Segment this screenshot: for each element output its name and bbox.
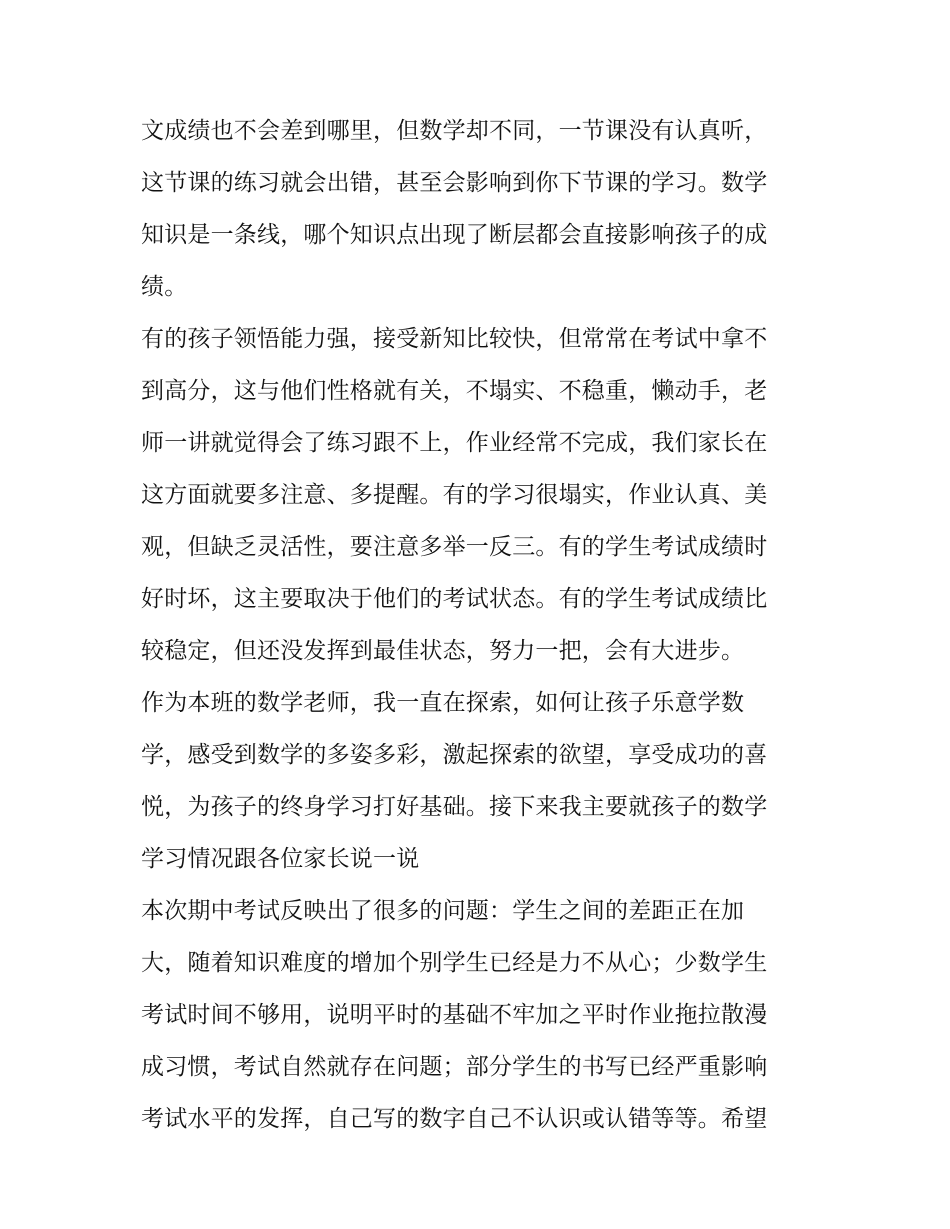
text-line: 知识是一条线，哪个知识点出现了断层都会直接影响孩子的成 xyxy=(141,222,768,248)
text-line: 较稳定，但还没发挥到最佳状态，努力一把，会有大进步。 xyxy=(141,638,745,664)
text-line: 考试水平的发挥，自己写的数字自己不认识或认错等等。希望 xyxy=(141,1106,768,1132)
text-line: 成习惯，考试自然就存在问题；部分学生的书写已经严重影响 xyxy=(141,1054,768,1080)
text-line: 这节课的练习就会出错，甚至会影响到你下节课的学习。数学 xyxy=(141,170,768,196)
text-line: 有的孩子领悟能力强，接受新知比较快，但常常在考试中拿不 xyxy=(141,326,768,352)
text-line: 文成绩也不会差到哪里，但数学却不同，一节课没有认真听， xyxy=(141,118,768,144)
body-text xyxy=(141,105,821,1145)
text-line: 绩。 xyxy=(141,274,188,300)
text-line: 好时坏，这主要取决于他们的考试状态。有的学生考试成绩比 xyxy=(141,586,768,612)
text-line: 考试时间不够用，说明平时的基础不牢加之平时作业拖拉散漫 xyxy=(141,1002,768,1028)
text-line: 悦，为孩子的终身学习打好基础。接下来我主要就孩子的数学 xyxy=(141,794,768,820)
text-line: 本次期中考试反映出了很多的问题：学生之间的差距正在加 xyxy=(141,898,745,924)
text-line: 师一讲就觉得会了练习跟不上，作业经常不完成，我们家长在 xyxy=(141,430,768,456)
text-line: 到高分，这与他们性格就有关，不塌实、不稳重，懒动手，老 xyxy=(141,378,768,404)
text-line: 学习情况跟各位家长说一说 xyxy=(141,846,420,872)
text-line: 观，但缺乏灵活性，要注意多举一反三。有的学生考试成绩时 xyxy=(141,534,768,560)
text-line: 这方面就要多注意、多提醒。有的学习很塌实，作业认真、美 xyxy=(141,482,768,508)
text-line: 大，随着知识难度的增加个别学生已经是力不从心；少数学生 xyxy=(141,950,768,976)
text-line: 作为本班的数学老师，我一直在探索，如何让孩子乐意学数 xyxy=(141,690,745,716)
text-line: 学，感受到数学的多姿多彩，激起探索的欲望，享受成功的喜 xyxy=(141,742,768,768)
